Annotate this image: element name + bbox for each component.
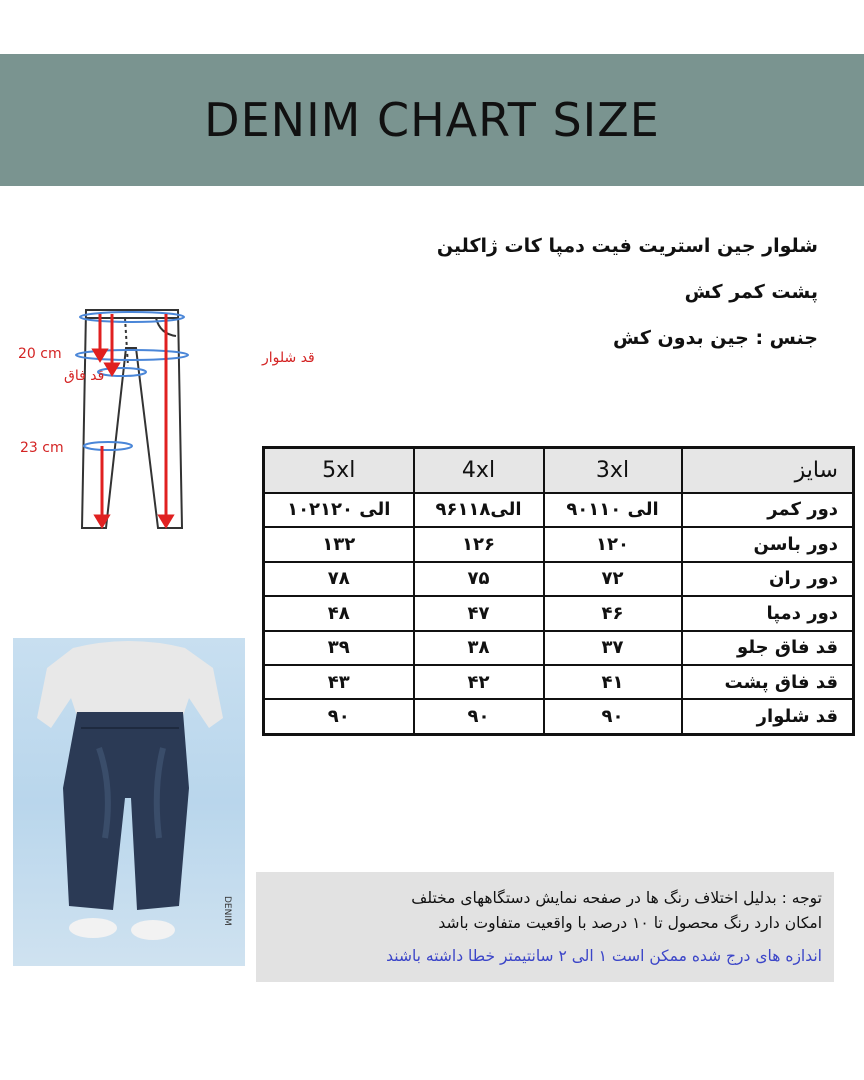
- column-header: 5xl: [264, 448, 414, 493]
- product-back: پشت کمر کش: [684, 281, 818, 303]
- size-header-label: سایز: [682, 448, 854, 493]
- label-ghad-fagh: قد فاق: [64, 368, 105, 384]
- table-cell: ۴۱: [544, 665, 682, 699]
- table-cell: ۷۲: [544, 562, 682, 596]
- table-row: [264, 631, 854, 665]
- thigh-measure-ring: [84, 442, 132, 450]
- note-line-3: اندازه های درج شده ممکن است ۱ الی ۲ سانتیمتر خطا داشته باشند: [386, 947, 822, 965]
- note-line-2: امکان دارد رنگ محصول تا ۱۰ درصد با واقعیت متفاوت باشد: [438, 914, 822, 932]
- row-label: دور ران: [682, 562, 854, 596]
- table-cell: ۳۹: [264, 631, 414, 665]
- table-cell: ۴۳: [264, 665, 414, 699]
- table-cell: ۹۰: [544, 699, 682, 734]
- row-label: دور کمر: [682, 493, 854, 527]
- product-name: شلوار جین استریت فیت دمپا کات ژاکلین: [436, 235, 818, 257]
- label-23cm: 23 cm: [20, 440, 64, 456]
- table-row: [264, 699, 854, 734]
- product-info: [398, 236, 818, 374]
- pants-measurement-diagram: [10, 300, 315, 540]
- table-cell: ۹۰: [414, 699, 544, 734]
- table-cell: ۱۲۶: [414, 527, 544, 561]
- table-cell: ۱۰۲الی ۱۲۰: [264, 493, 414, 527]
- table-cell: ۹۰الی ۱۱۰: [544, 493, 682, 527]
- column-header: 3xl: [544, 448, 682, 493]
- product-material: جنس : جین بدون کش: [613, 327, 818, 349]
- label-ghad-shalvar: قد شلوار: [262, 350, 315, 366]
- table-cell: ۹۶الی۱۱۸: [414, 493, 544, 527]
- arrow-crotch: [106, 364, 118, 374]
- table-row: [264, 665, 854, 699]
- product-photo: [13, 638, 245, 966]
- table-cell: ۴۲: [414, 665, 544, 699]
- table-cell: ۱۳۲: [264, 527, 414, 561]
- table-cell: ۷۵: [414, 562, 544, 596]
- note-line-1: توجه : بدلیل اختلاف رنگ ها در صفحه نمایش دستگاههای مختلف: [411, 889, 822, 907]
- row-label: قد فاق جلو: [682, 631, 854, 665]
- table-cell: ۹۰: [264, 699, 414, 734]
- label-20cm: 20 cm: [18, 346, 62, 362]
- table-row: [264, 596, 854, 630]
- photo-tag: DENIM: [222, 896, 232, 926]
- arrow-length: [160, 516, 172, 526]
- model-illustration: [13, 638, 245, 966]
- hip-measure-ring: [76, 350, 188, 360]
- row-label: قد فاق پشت: [682, 665, 854, 699]
- row-label: دور باسن: [682, 527, 854, 561]
- table-row: [264, 493, 854, 527]
- table-cell: ۳۸: [414, 631, 544, 665]
- row-label: قد شلوار: [682, 699, 854, 734]
- column-header: 4xl: [414, 448, 544, 493]
- table-cell: ۷۸: [264, 562, 414, 596]
- table-cell: ۴۶: [544, 596, 682, 630]
- table-cell: ۴۸: [264, 596, 414, 630]
- title-banner: [0, 54, 864, 186]
- disclaimer-note: [256, 872, 834, 982]
- page-title: DENIM CHART SIZE: [204, 93, 660, 147]
- table-cell: ۱۲۰: [544, 527, 682, 561]
- table-header-row: [264, 448, 854, 493]
- table-row: [264, 562, 854, 596]
- table-cell: ۳۷: [544, 631, 682, 665]
- size-table: [262, 446, 855, 736]
- table-cell: ۴۷: [414, 596, 544, 630]
- table-row: [264, 527, 854, 561]
- row-label: دور دمپا: [682, 596, 854, 630]
